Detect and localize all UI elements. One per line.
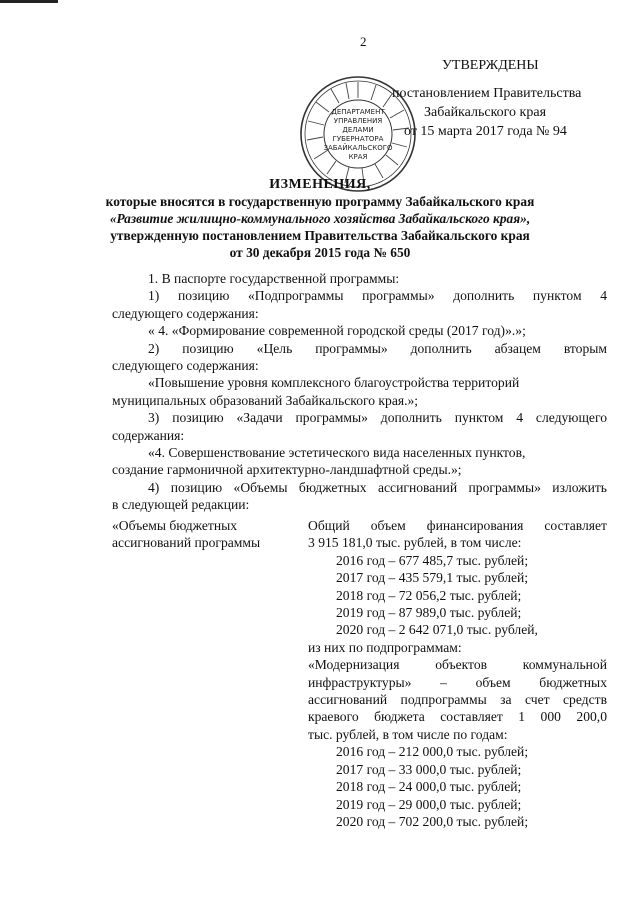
subprogram-line-a: «Модернизация объектов коммунальной — [308, 657, 607, 673]
document-body — [112, 270, 607, 514]
title-line-3: «Развитие жилищно-коммунального хозяйства Забайкальского края», — [109, 211, 531, 226]
paragraph-8b: в следующей редакции: — [112, 497, 250, 513]
title-word: ИЗМЕНЕНИЯ, — [269, 177, 371, 192]
paragraph-2b: следующего содержания: — [112, 305, 259, 321]
total-line-a: Общий объем финансирования составляет — [308, 518, 607, 533]
subprogram-line-b: инфраструктуры» – объем бюджетных — [308, 674, 607, 690]
subprogram-line-d: краевого бюджета составляет 1 000 200,0 — [308, 709, 607, 725]
paragraph-4a: 2) позицию «Цель программы» дополнить абзацем вторым — [148, 340, 607, 356]
paragraph-7b: создание гармоничной архитектурно-ландшафтной среды.»; — [112, 462, 462, 478]
corner-mark — [0, 0, 58, 3]
total-line-b: 3 915 181,0 тыс. рублей, в том числе: — [308, 535, 522, 551]
year-total-line: 2016 год – 677 485,7 тыс. рублей; — [336, 552, 529, 568]
document-title — [0, 176, 640, 261]
paragraph-6a: 3) позицию «Задачи программы» дополнить пунктом 4 следующего — [148, 410, 607, 426]
paragraph-7a: «4. Совершенствование эстетического вида населенных пунктов, — [148, 445, 526, 461]
year-sub-line: 2016 год – 212 000,0 тыс. рублей; — [336, 744, 529, 760]
subprograms-intro: из них по подпрограммам: — [308, 639, 462, 655]
stamp-line-4: ГУБЕРНАТОРА — [332, 135, 384, 143]
page-number: 2 — [360, 34, 367, 49]
stamp-line-3: ДЕЛАМИ — [342, 126, 374, 134]
year-total-line: 2018 год – 72 056,2 тыс. рублей; — [336, 587, 522, 603]
stamp-line-6: КРАЯ — [348, 153, 368, 161]
paragraph-5b: муниципальных образований Забайкальского края.»; — [112, 392, 419, 408]
stamp-line-5: ЗАБАЙКАЛЬСКОГО — [323, 144, 393, 152]
table-left-column — [112, 517, 302, 552]
year-sub-line: 2017 год – 33 000,0 тыс. рублей; — [336, 761, 522, 777]
left-cell-line-1: «Объемы бюджетных — [112, 518, 238, 533]
title-line-2: которые вносятся в государственную программу Забайкальского края — [105, 194, 535, 209]
paragraph-3: « 4. «Формирование современной городской среды (2017 год)».»; — [148, 323, 526, 339]
subprogram-line-c: ассигнований подпрограммы за счет средств — [308, 692, 607, 708]
paragraph-1: 1. В паспорте государственной программы: — [148, 271, 400, 286]
decree-reference — [392, 84, 632, 141]
year-sub-line: 2018 год – 24 000,0 тыс. рублей; — [336, 779, 522, 795]
stamp-line-2: УПРАВЛЕНИЯ — [333, 117, 383, 125]
year-total-line: 2019 год – 87 989,0 тыс. рублей; — [336, 605, 522, 621]
year-total-line: 2020 год – 2 642 071,0 тыс. рублей, — [336, 622, 538, 638]
paragraph-5a: «Повышение уровня комплексного благоустройства территорий — [148, 375, 520, 391]
table-right-column — [308, 517, 607, 830]
paragraph-6b: содержания: — [112, 427, 185, 443]
title-line-4: утвержденную постановлением Правительства Забайкальского края — [110, 228, 530, 243]
title-line-5: от 30 декабря 2015 года № 650 — [229, 245, 411, 260]
paragraph-4b: следующего содержания: — [112, 358, 259, 374]
decree-line-1: постановлением Правительства — [392, 86, 582, 101]
paragraph-8a: 4) позицию «Объемы бюджетных ассигнований программы» изложить — [148, 479, 607, 495]
year-sub-line: 2019 год – 29 000,0 тыс. рублей; — [336, 796, 522, 812]
paragraph-2a: 1) позицию «Подпрограммы программы» дополнить пунктом 4 — [148, 288, 607, 304]
approved-label: УТВЕРЖДЕНЫ — [442, 58, 539, 73]
year-sub-line: 2020 год – 702 200,0 тыс. рублей; — [336, 813, 529, 829]
subprogram-line-e: тыс. рублей, в том числе по годам: — [308, 726, 508, 742]
year-total-line: 2017 год – 435 579,1 тыс. рублей; — [336, 570, 529, 586]
decree-line-3: от 15 марта 2017 года № 94 — [404, 124, 567, 139]
stamp-line-1: ДЕПАРТАМЕНТ — [331, 108, 385, 116]
decree-line-2: Забайкальского края — [424, 105, 547, 120]
left-cell-line-2: ассигнований программы — [112, 535, 261, 551]
